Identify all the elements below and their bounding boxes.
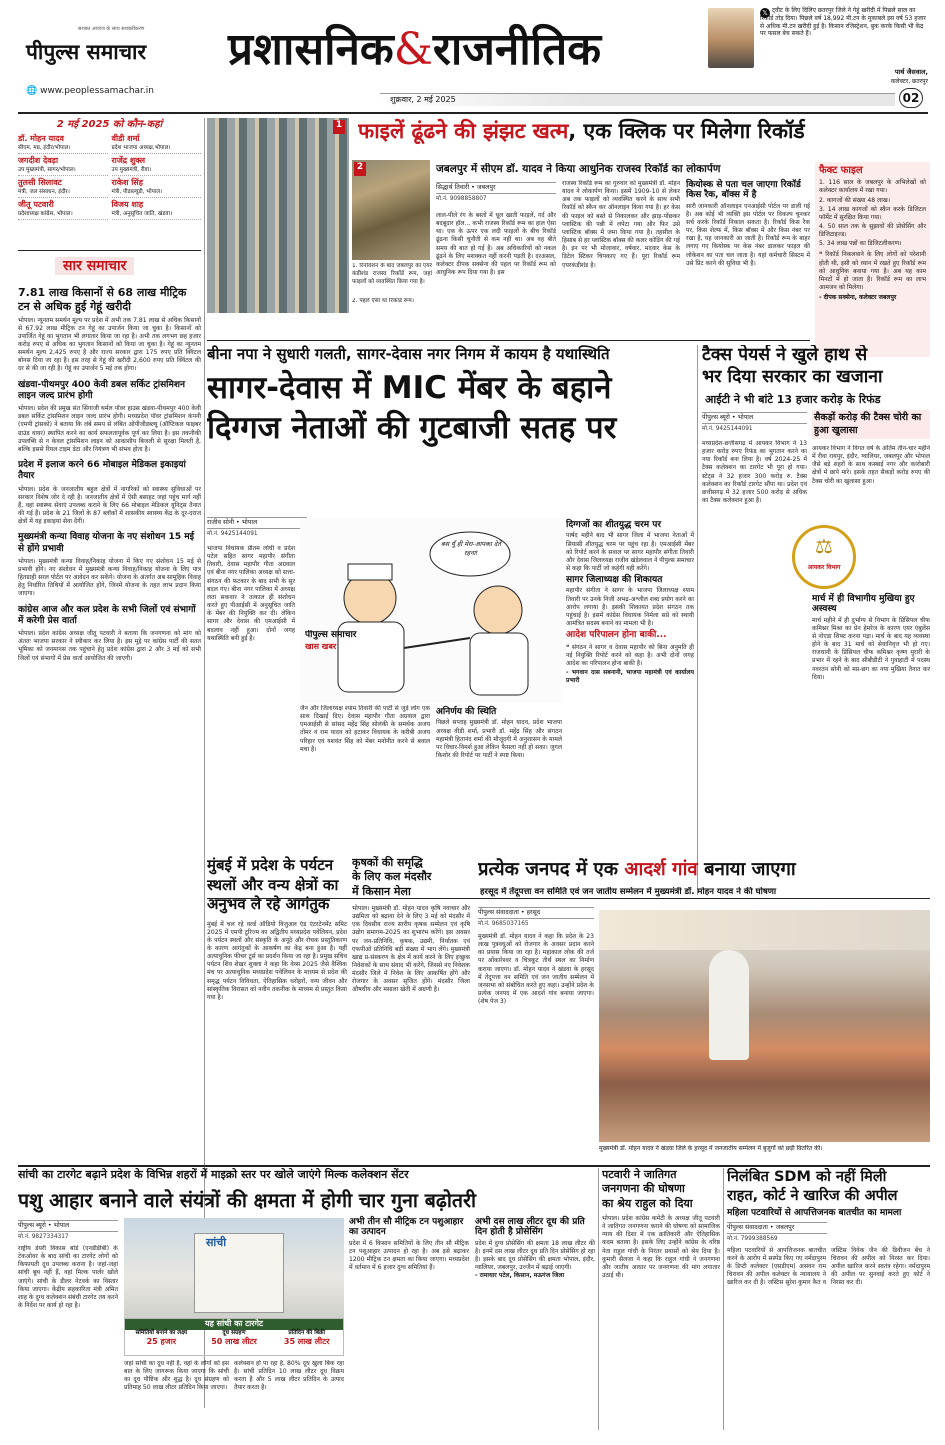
sdm-headline: [727, 1168, 930, 1206]
saar-headline: प्रदेश में इलाज करने 66 मोबाइल मेडिकल इकाइयां तैयार: [18, 460, 186, 482]
sdm-body: महिला पटवारियों से आपत्तिजनक बातचीत करने के आरोप में सस्पेंड किए गए नर्मदापुरम के डिप्टी कलेक्टर (एसडीएम) असवन राम चिरावन की अपील कलेक्टर के न्यायालय ने खारिज कर दी है। जस्टिस सुरेश कुमार कैत व जस्टिस विवेक जैन की डिवीजन बेंच ने चिरावन की अपील को निरस्त कर दिया। अपील खारिज करने स्वतंत्र रहेगा। नर्मदापुरम की अपील पर सुनवाई करते हुए कोर्ट ने निरस्त कर दी।: [727, 1246, 930, 1287]
sanchi-col-5-head: अभी दस लाख लीटर दूध की प्रति दिन होती है प्रोसेसिंग: [475, 1217, 585, 1238]
tax-headline: [702, 345, 930, 389]
who-place: प्रदेश भाजपा अध्यक्ष,भोपाल।: [111, 144, 171, 151]
lead-col-2: राजस्व रिकॉर्ड रूम का गुरुवार को मुख्यमंत्री डॉ. मोहन यादव ने लोकार्पण किया। इसमें 1909-10 से लेकर अब तक फाइलों को व्यवस्थित करने के साथ सभी रिकॉर्ड को स्कैन कर ऑनलाइन किया गया है। हर केस की फाइल को बस्ते से निकालकर और झाड़-पोंछकर प्लास्टिक की पन्नी में लपेटा गया और फिर उसे प्लास्टिक बॉक्स में जमा किया गया है। तहसील के हिसाब से हर प्लास्टिक बॉक्स की कलर कोडिंग की गई है। इन पर भी मोजावार, वर्षवार, मदवार केस के डिटेल स्टिकर चिपकाए गए हैं। पूरा रिकॉर्ड रूम एयरकंडीशंड है।: [562, 180, 680, 269]
sanchi-target-value: 50 लाख लीटर: [211, 1337, 257, 1347]
lead-headline: [358, 118, 808, 158]
mic-col-4b-text: महापौर संगीता ने सागर के भाजपा जिलाध्यक्ष श्याम तिवारी पर उनके निजी अभद्र-अश्लील शब्द प्रयोग करने का आरोप लगाया है। इसकी शिकायत प्रदेश संगठन तक पहुंचाई है। इसमें कांग्रेस विधायक निर्मला सप्रे को स्थायी आमंत्रित सदस्य बनाने का मामला भी है।: [566, 587, 694, 628]
brand-logo: पीपुल्स समाचार: [26, 40, 147, 64]
saar-samachar: [18, 280, 201, 1380]
who-where-item: [18, 156, 108, 176]
cartoon-tag: खास खबर: [305, 641, 337, 651]
mic-col-4-head2: सागर जिलाध्यक्ष की शिकायत: [566, 575, 663, 586]
who-name: राजेंद्र शुक्ल: [111, 156, 146, 166]
gaon-byline: पीपुल्स संवाददाता • हरसूद: [478, 907, 594, 919]
fact-item: 2. कागजों की संख्या 48 लाख।: [819, 196, 891, 204]
who-where-item: [18, 134, 108, 154]
mic-col-3-text: पिछले सप्ताह मुख्यमंत्री डॉ. मोहन यादव, प्रदेश भाजपा अध्यक्ष वीडी शर्मा, प्रभारी डॉ. महेंद्र सिंह और संगठन महामंत्री हितानंद शर्मा की मौजूदगी में अनुशासन के मामले पर विचार-विमर्श हुआ लेकिन फैसला नहीं हो सका। जुगल किशोर की रिपोर्ट पर पार्टी ने स्पष्ट किया।: [436, 719, 562, 759]
krishak-story: [352, 852, 470, 1182]
gaon-photo-stage: [599, 910, 930, 950]
tax-byline-box: [702, 410, 807, 434]
who-where-item: [112, 134, 202, 154]
tax-sub: आईटी ने भी बांटे 13 हजार करोड़ के रिफंड: [705, 393, 881, 406]
sdm-mobile: मो.नं. 7999388569: [727, 1235, 778, 1242]
who-name: डॉ. मोहन यादव: [18, 134, 64, 144]
lead-caption-2: 2. पहले ऐसा था रिकॉर्ड रूम।: [352, 298, 414, 304]
who-name: जगदीश देवड़ा: [18, 156, 59, 166]
quote-icon: ❝: [819, 251, 826, 259]
date-bar: [380, 93, 895, 106]
section-title-a: प्रशासनिक: [228, 24, 394, 75]
sdm-sub: महिला पटवारियों से आपत्तिजनक बातचीत का मामला: [727, 1207, 902, 1218]
cartoon-body-right: [470, 633, 528, 695]
mic-col-4c-text: [566, 644, 694, 668]
saar-body: भोपाल। मुख्यमंत्री कन्या विवाह/निकाह योजना में किए गए संशोधन 15 मई से प्रभावी होंगे। नए संशोधन में मुख्यमंत्री कन्या विवाह/निकाह योजना के लिए पात्र हितग्राही सरल पोर्टल पर आवेदन कर सकेंगे। योजना के अंतर्गत अब सामूहिक विवाह हेतु निर्धारित तिथियों में आयोजित होंगे, जिनमें योजना के तहत लाभ प्रदान किया जाएगा।: [18, 557, 201, 598]
lead-col-3: [686, 178, 810, 328]
mic-col-2: जैन और जिलाध्यक्ष श्याम तिवारी की पार्टी से जुड़े लोग एक साथ दिखाई दिए। देवास महापौर गीता अग्रवाल द्वारा एमआईसी से सांसद महेंद्र सिंह सोलंकी के समर्थक अजय तोमर व राम यादव को हटाकर विधायक के करीबी अजय परिहार एवं यशवंत सिंह को मेंबर मनोनीत करने से बवाल मचा है।: [300, 705, 430, 753]
sanchi-col-5-text: प्रदेश में दुग्ध प्रोसेसिंग की क्षमता 18 लाख लीटर की है। इनमें दस लाख लीटर दूध प्रति दिन प्रोसेसिंग हो रहा है। इसके बाद दूध प्रोसेसिंग की क्षमता भोपाल, इंदौर, ग्वालियर, जबलपुर, उज्जैन में बढ़ाई जाएगी।: [475, 1239, 595, 1272]
saar-headline: 7.81 लाख किसानों से 68 लाख मीट्रिक टन से अधिक हुई गेहूं खरीदी: [18, 286, 187, 313]
who-place: प्रदेशाध्यक्ष कांग्रेस, भोपाल।: [18, 210, 73, 217]
krishak-head-2: के लिए कल मंदसौर: [352, 870, 432, 884]
who-name: जीतू पटवारी: [18, 199, 54, 209]
sanchi-target-value: 25 हजार: [146, 1337, 177, 1347]
saar-body: भोपाल। प्रदेश कांग्रेस अध्यक्ष जीतू पटवारी ने बताया कि जनगणना को मांग को अंततः भाजपा सरकार ने स्वीकार कर लिया है। इस मुद्दे पर कांग्रेस पार्टी की सतत भूमिका को जनमानस तक पहुंचाने हेतु प्रदेश कांग्रेस द्वारा 2 और 3 मई को सभी जिलों एवं संभागों में प्रेस वार्ता आयोजित की जाएगी।: [18, 630, 201, 662]
who-place: मंत्री, पीडब्ल्यूडी, भोपाल।: [111, 188, 163, 195]
cartoon-face-right: [474, 586, 522, 634]
who-name: विजय शाह: [111, 199, 144, 209]
lead-subheadline: जबलपुर में सीएम डॉ. यादव ने किया आधुनिक राजस्व रिकॉर्ड का लोकार्पण: [436, 163, 721, 175]
tweet-name: पार्थ जैसवाल,: [894, 68, 928, 76]
lead-caption-1: 1. रिनोवेशन के बाद जबलपुर का एयर कंडीशंड राजस्व रिकॉर्ड रूम, जहां फाइलों को व्यवस्थित किया गया है।: [352, 263, 432, 285]
sanchi-sign: सांची: [206, 1236, 227, 1249]
photo-number-1: 1: [333, 120, 345, 134]
mic-byline: राजीव सोनी • भोपाल: [207, 517, 307, 529]
sdm-byline: पीपुल्स संवाददाता • जबलपुर: [727, 1222, 827, 1234]
who-place: मंत्री, अनुसूचित जाति, खंडवा।: [111, 210, 173, 217]
sanchi-target-cell: [198, 1330, 271, 1348]
who-name: वीडी शर्मा: [111, 134, 140, 144]
website-url: [26, 86, 154, 98]
seal-emblem-icon: ⚖: [815, 534, 833, 558]
sanchi-infobox-title: यह सांची का टारगेट: [125, 1319, 343, 1330]
sanchi-col-4: [349, 1215, 469, 1430]
saar-body: भोपाल। प्रदेश की प्रमुख संत सिंगाजी थर्मल पॉवर हाउस खंडवा-पीथमपुर 400 केवी डबल सर्किट ट्रांसमिशन लाइन जल्द प्रारंभ होगी। मध्यप्रदेश पॉवर ट्रांसमिशन कंपनी (एमपी ट्रांसको) ने बताया कि लंबे समय से लंबित ओपीजीडब्ल्यू (ऑप्टिकल फाइबर ग्राउंड वायर) स्थापित करने का कार्य सफलतापूर्वक पूर्ण कर लिया है। इस तकनीकी उपलब्धि से न केवल ट्रांसमिशन लाइन को आकाशीय बिजली से सुरक्षा मिलती है, बल्कि इससे रियल टाइम डेटा और नियंत्रण भी संभव होता है।: [18, 405, 201, 453]
sanchi-col-2: जहां सांची का दूध नहीं है, वहां के लोगों को इस बात के लिए जागरूक किया जाएगा कि सांची का दूध पौष्टिक और शुद्ध है। दूध संग्रहण को प्रतिमाह 50 लाख लीटर प्रतिदिन किया जाएगा।: [124, 1360, 229, 1392]
tweet-box: [708, 6, 928, 88]
mic-headline-1: सागर-देवास में MIC मेंबर के बहाने: [207, 370, 612, 406]
tweet-photo: [708, 8, 754, 68]
sanchi-photo: [124, 1218, 344, 1318]
patwari-body: भोपाल। प्रदेश कांग्रेस कमेटी के अध्यक्ष जीतू पटवारी ने जातिगत जनगणना कराने की घोषणा को सामाजिक न्याय की दिशा में एक क्रांतिकारी और ऐतिहासिक कदम बताया है। इसके लिए उन्होंने कांग्रेस के वरिष्ठ नेता राहुल गांधी के निरंतर प्रयासों को श्रेय दिया है। कुमारी सैलजा ने कहा कि राहुल गांधी ने जनगणना और जातीय आधार पर जनगणना की मांग लगातार उठाई थी।: [602, 1214, 720, 1279]
cartoon-cap: [348, 564, 392, 580]
tourism-headline: [207, 856, 347, 915]
patwari-head-3: का श्रेय राहुल को दिया: [602, 1196, 693, 1210]
income-tax-seal: [792, 525, 856, 589]
sdm-head-2: राहत, कोर्ट ने खारिज की अपील: [727, 1187, 898, 1204]
who-where-item: [112, 178, 202, 198]
sdm-head-1: निलंबित SDM को नहीं मिली: [727, 1169, 887, 1185]
who-where-item: [18, 200, 108, 220]
saar-title: सार समाचार: [55, 257, 134, 275]
cartoon-bubble-text: बस यूँ ही मेरा-आपका देते रहना!: [440, 540, 502, 557]
tax-col-1: मध्यप्रदेश-छत्तीसगढ़ में आयकर विभाग ने 13 हजार करोड़ रुपए रिफंड का भुगतान करने का नया रिकॉर्ड बना लिया है। वर्ष 2024-25 में टैक्स कलेक्शन का टारगेट भी पूरा हो गया। स्टेट्स ने 32 हजार 300 करोड़ रु. टैक्स कलेक्शन का रिकॉर्ड टारगेट सौंपा था। प्रदेश एवं छत्तीसगढ़ में 32 हजार 500 करोड़ से अधिक का टैक्स कलेक्शन हुआ है।: [702, 440, 807, 505]
saar-headline: खंडवा-पीथमपुर 400 केवी डबल सर्किट ट्रांसमिशन लाइन जल्द प्रारंभ होगी: [18, 379, 186, 401]
who-place: उप मुख्यमंत्री, रीवा।: [111, 166, 152, 173]
sanchi-target-value: 35 लाख लीटर: [283, 1337, 330, 1347]
sanchi-mobile: मो.नं. 9827334317: [18, 1234, 69, 1241]
cartoon-brand-name: पीपुल्स समाचार: [305, 630, 357, 640]
sanchi-headline: पशु आहार बनाने वाले संयंत्रों की क्षमता में होगी चार गुना बढ़ोतरी: [18, 1189, 477, 1212]
sdm-story: [727, 1168, 930, 1430]
fact-file-title: फैक्ट फाइल: [819, 165, 863, 176]
section-title-amp: &: [393, 24, 433, 75]
lead-photo-2: [352, 160, 430, 260]
saar-body: भोपाल। न्यूनतम समर्थन मूल्य पर प्रदेश में अभी तक 7.81 लाख से अधिक किसानों से 67.92 लाख मीट्रिक टन गेहूं का उपार्जन किया जा चुका है। किसानों को उपार्जित गेहूं का भुगतान भी लगातार किया जा रहा है। अभी तक लगभग छह हजार करोड़ रुपए से अधिक का भुगतान किसानों को किया जा चुका है। गेहूं का न्यूनतम समर्थन मूल्य 2,425 रुपए है और राज्य सरकार द्वारा 175 रुपए प्रति क्विंटल बोनस दिया जा रहा है। इस तरह से गेहूं की खरीदी 2,600 रुपए प्रति क्विंटल की दर से की जा रही है। गेहूं का उपार्जन 5 मई तक होगा।: [18, 316, 201, 373]
lead-headline-black: , एक क्लिक पर मिलेगा रिकॉर्ड: [568, 119, 805, 143]
fact-item: 3. 14 लाख कागजों को स्कैन करके डिजिटल फॉर्मेट में सुरक्षित किया गया।: [819, 205, 926, 221]
sanchi-col-5-sign: - रामाधार पटेल, किसान, मऊगंज जिला: [475, 1272, 565, 1280]
krishak-body: भोपाल। मुख्यमंत्री डॉ. मोहन यादव कृषि नवाचार और उद्यमिता को बढ़ावा देने के लिए 3 मई को मंदसौर में एक दिवसीय राज्य स्तरीय कृषक सम्मेलन एवं कृषि उद्योग समागम-2025 का शुभारंभ करेंगे। इस अवसर पर जन-प्रतिनिधि, कृषक, उद्यमी, निर्यातक एवं एफपीओ प्रतिनिधि बड़ी संख्या में भाग लेंगे। मुख्यमंत्री खाद्य प्र-संस्करण के क्षेत्र में कार्य करने के लिए इच्छुक निवेशकों के साथ संवाद भी करेंगे, जिससे नए निवेशक मंदसौर जिले में निवेश के लिए आकर्षित होंगे और रोजगार के अवसर सृजित होंगे। मंदसौर जिला औषधीय और मसाला खेती में अग्रणी है।: [352, 904, 470, 994]
section-title: [228, 26, 601, 74]
tax-col-3-head: मार्च में ही विभागीय मुखिया हुए अस्वस्थ: [812, 594, 915, 615]
tourism-story: [207, 852, 347, 1182]
mic-col-4-text: पार्षद महीने बाद भी सागर जिला में भाजपा नेताओं में सियासी शीतयुद्ध चरम पर पहुंच रहा है। एमआईसी मेंबर को रिपोर्ट करने के सवाल पर सागर महापौर संगीता तिवारी और देवास जिलाध्यक्ष राजीव खंडेलवाल ने पीपुल्स समाचार से कहा कि पार्टी जो कहेगी वही करेंगे।: [566, 532, 694, 572]
tax-redbox: सैकड़ों करोड़ की टैक्स चोरी का हुआ खुलासा: [812, 410, 930, 439]
mic-col-4c-body: संगठन ने सागर व देवास महापौर को बिना अनुमति ही नई नियुक्ति रिपोर्ट करने को कहा है। अभी दोनों जगह आदेश का परिपालन होना बाकी है।: [566, 644, 694, 668]
globe-icon: 🌐: [26, 86, 41, 96]
lead-mobile: मो.नं. 9098858807: [436, 196, 487, 203]
sanchi-col-5: [475, 1215, 595, 1430]
lead-photo-1: [207, 118, 349, 313]
mic-col-4-sign: - भगवान दास सबनानी, भाजपा महामंत्री एवं कार्यालय प्रभारी: [566, 668, 694, 684]
sanchi-target-cell: [125, 1330, 198, 1348]
who-where-list: [18, 134, 201, 220]
who-place: सीएम, मप्र, इंदौर/भोपाल।: [18, 144, 71, 151]
krishak-head-1: कृषकों की समृद्धि: [352, 856, 423, 869]
sanchi-target-label: दूध संग्रहण: [222, 1329, 246, 1336]
who-name: राकेश सिंह: [111, 178, 143, 188]
fact-file-list: [815, 179, 930, 248]
sanchi-col-3: कलेक्शन हो पा रहा है, 80% दूध खुला बिक रहा है। सांची प्रतिदिन 10 लाख लीटर दूध विक्रय करता है और 5 लाख लीटर प्रतिदिन के उत्पाद तैयार करता है।: [234, 1360, 344, 1392]
tourism-head-2: स्थलों और वन्य क्षेत्रों का: [207, 875, 339, 894]
fact-note-text: रिकॉर्ड निकलवाने के लिए लोगों को परेशानी होती थी, इसी को ध्यान में रखते हुए रिकॉर्ड रूम को आधुनिक बनाया गया है। अब यह काम मिनटों में हो जाता है। रिकॉर्ड रूम का लाभ आमजन को मिलेगा।: [819, 251, 926, 292]
sanchi-byline-box: [18, 1218, 118, 1242]
tourism-head-1: मुंबई में प्रदेश के पर्यटन: [207, 856, 334, 874]
lead-col-1-text: लाल-पीले रंग के बस्तों में धूल खाती फाइलें, गर्द और बदबूदार हॉल... कभी राजस्व रिकॉर्ड रूम का हाल ऐसा था। एक के ऊपर एक लदी फाइलों के बीच रिकॉर्ड ढूंढना किसी चुनौती से कम नहीं था। अब वह बीते समय की बात हो गई है। अब अधिकारियों को नकल ढूंढने के लिए मशक्कत नहीं करनी पड़ती है। दरअसल, कलेक्टर दीपक सक्सेना की पहल पर रिकॉर्ड रूम को आधुनिक रूप दिया गया है। इस: [436, 211, 556, 277]
patwari-head-1: पटवारी ने जातिगत: [602, 1168, 677, 1181]
mic-col-4-head: दिग्गजों का शीतयुद्ध चरम पर: [566, 520, 662, 530]
cartoon: [300, 518, 562, 703]
mic-anir-head: अनिर्णय की स्थिति: [436, 707, 497, 717]
patwari-head-2: जनगणना की घोषणा: [602, 1182, 685, 1196]
sdm-byline-box: [727, 1222, 827, 1244]
gaon-mobile: मो.नं. 9685037165: [478, 921, 529, 928]
x-icon: 𝕏: [760, 8, 770, 18]
who-where-item: [112, 200, 202, 220]
who-where-title: 2 मई 2025 को कौन-कहां: [56, 119, 163, 130]
who-place: मंत्री, जल संसाधन, इंदौर।: [18, 188, 70, 195]
sanchi-col-4-head: अभी तीन सौ मीट्रिक टन पशुआहार का उत्पादन: [349, 1217, 464, 1238]
who-name: तुलसी सिलावट: [18, 178, 62, 188]
gaon-head-black-2: बनाया जाएगा: [697, 859, 796, 880]
patwari-headline: [602, 1168, 720, 1211]
page-number: 02: [899, 88, 923, 108]
tourism-head-3: अनुभव ले रहे आगंतुक: [207, 895, 330, 913]
fact-file-note: [815, 249, 930, 294]
mic-headline-2: दिग्गज नेताओं की गुटबाजी सतह पर: [207, 410, 617, 447]
fact-file-box: [815, 162, 930, 357]
who-where-box: [18, 118, 201, 250]
quote-icon-2: ❝: [566, 644, 572, 652]
fact-item: 4. 50 साल तक के सुझावों की प्रोसेसिंग और डिजिटाइज्ड।: [819, 222, 926, 239]
sanchi-target-cell: [270, 1330, 343, 1348]
tweet-role: कलेक्टर, छतरपुर: [890, 78, 928, 85]
who-where-item: [112, 156, 202, 176]
sanchi-byline: पीपुल्स ब्यूरो • भोपाल: [18, 1220, 118, 1232]
saar-body: भोपाल। प्रदेश के जनजातीय बहुल क्षेत्रों में नागरिकों को स्वास्थ्य सुविधाओं पर सरकार विशेष जोर दे रही है। जनजातीय क्षेत्रों में ऐसी बसाहट जहां पहुंच मार्ग नहीं हैं, वहां स्वास्थ्य सेवाएं उपलब्ध कराने के लिए 66 मोबाइल मेडिकल यूनिट्स तैनात की गई हैं। प्रदेश के 21 जिलों के 87 ब्लॉकों में शासकीय स्वास्थ्य केंद्र के दूर-दराज क्षेत्रों में यह इकाइयां सेवा देंगी।: [18, 485, 201, 526]
seal-text: आयकर विभाग: [807, 564, 841, 571]
mic-kicker: बीना नपा ने सुधारी गलती, सागर-देवास नगर निगम में कायम है यथास्थिति: [207, 345, 610, 363]
gaon-head-red: आदर्श गांव: [624, 859, 698, 880]
tax-col-2: आयकर विभाग ने विगत वर्ष के अंतिम तीन-चार महीने में रीवा रायपुर, इंदौर, ग्वालियर, जबलपुर और भोपाल जैसे बड़े शहरों के साथ कस्बाई नगर और कारोबारी क्षेत्रों में छापे मारे। इसके तहत सैकड़ों करोड़ रुपए की टैक्स चोरी का खुलासा हुआ।: [812, 445, 930, 485]
tax-col-3: [812, 592, 930, 892]
mic-col-4: [566, 518, 694, 893]
sanchi-target-label: समितियों बनाने का लक्ष्य: [135, 1329, 188, 1336]
tax-headline-2: भर दिया सरकार का खजाना: [702, 366, 883, 387]
gaon-head-black-1: प्रत्येक जनपद में एक: [478, 859, 625, 880]
sanchi-infobox: [124, 1318, 344, 1356]
gaon-body: मुख्यमंत्री डॉ. मोहन यादव ने कहा कि प्रदेश के 23 लाख पुत्रवधुओं को रोजगार के अवसर प्रदान करने का प्रयास किया जा रहा है। महाकाल लोक की तर्ज पर ओंकारेश्वर व चित्रकूट तीर्थ स्थल का निर्माण कराया जाएगा। डॉ. मोहन यादव ने खंडवा के हरसूद में तेंदूपत्ता वन समिति एवं जन जातीय सम्मेलन में जनसभा को संबोधित करते हुए कहा। उन्होंने प्रदेश के प्रत्येक जनपद में एक आदर्श गांव बनाया जाएगा। (शेष पेज 3): [478, 932, 594, 1006]
mic-col-1: भाजपा विधायक प्रीतम लोधी व प्रदेश पटेल सहित सागर महापौर संगीता तिवारी, देवास महापौर गीता अग्रवाल एवं बीना नगर पालिका अध्यक्ष को सत्ता-संगठन की फटकार के बाद सभी के सुर बदल गए। बीना नगर पालिका में अध्यक्ष लता सकवार ने तत्काल ही संशोधन करते हुए पीआईसी में अनुसूचित जाति के मेंबर की नियुक्ति कर दी। लेकिन सागर और देवास की एमआईसी में बदलाव नहीं हुआ। दोनों जगह यथास्थिति बनी हुई है।: [207, 545, 295, 642]
saar-headline: मुख्यमंत्री कन्या विवाह योजना के नए संशोधन 15 मई से होंगे प्रभावी: [18, 532, 195, 554]
lead-col-3-head: कियोस्क से पता चल जाएगा रिकॉर्ड किस रैक, बॉक्स में है: [686, 180, 801, 201]
sanchi-infobox-grid: [125, 1330, 343, 1348]
gaon-text-col: [478, 905, 594, 1160]
gaon-caption: मुख्यमंत्री डॉ. मोहन यादव ने खंडवा जिले के हरसूद में जनजातीय सम्मेलन में बुजुर्गों को छड़ी वितरित की।: [599, 1145, 823, 1152]
mic-byline-box: [207, 515, 307, 539]
sanchi-col-4-text: प्रदेश में 6 किसान समितियों के लिए तीन सौ मीट्रिक टन पशुआहार उत्पादन हो रहा है। अब इसे बढ़ाकर 1200 मीट्रिक टन क्षमता का किया जाएगा। मध्यप्रदेश में वर्तमान में 6 हजार दुग्ध समितियां हैं।: [349, 1239, 469, 1272]
who-place: उप मुख्यमंत्री, सागर/भोपाल।: [18, 166, 76, 173]
mic-mobile: मो.नं. 9425144091: [207, 531, 258, 538]
section-title-b: राजनीतिक: [432, 24, 602, 75]
gaon-sub: हरसूद में तेंदूपत्ता वन समिति एवं जन जातीय सम्मेलन में मुख्यमंत्री डॉ. मोहन यादव ने की घोषणा: [480, 887, 777, 897]
who-where-item: [18, 178, 108, 198]
gaon-headline: [478, 858, 930, 882]
sanchi-kicker: सांची का टारगेट बढ़ाने प्रदेश के विभिन्न शहरों में माइक्रो स्तर पर खोले जाएंगे मिल्क कलेक्शन सेंटर: [18, 1168, 409, 1181]
tax-mobile: मो.नं. 9425144091: [702, 426, 753, 433]
lead-col-1: [436, 180, 556, 325]
tax-col-3-text: मार्च महीने में ही दुर्भाग्य से विभाग के प्रिंसिपल चीफ कमिश्नर मिश्रा का प्रेन हेमरेज के कारण एयर एंबुलेंस से नोएडा शिफ्ट करना पड़ा। मार्च के बाद यह व्यवस्था होने के बाद 31 मार्च को सेवानिवृत्त भी हो गए। राजधानी के प्रिंसिपल चीफ कमिश्नर कृष्ण मुरारी के प्रभार में रहने के बाद सीबीडीटी ने गुवाहाटी में पदस्थ नवरतन सोनी को मप्र-छग का नया मुखिया तैनात कर दिया।: [812, 616, 930, 681]
tweet-text: ट्वीट के लिए दिलिए छतरपुर जिले ने गेहूं खरीदी में पिछले साल का रिकॉर्ड तोड़ दिया। पिछले वर्ष 18,992 मी.टन के मुकाबले इस वर्ष 53 हजार से अधिक मी.टन खरीदी हुई है। किसान रजिस्ट्रेशन, बुक करके किसी भी केंद्र पर फसल बेच सकते हैं।: [760, 7, 926, 38]
tax-byline: पीपुल्स ब्यूरो • भोपाल: [702, 412, 807, 424]
masthead-tagline: सशक्त आवाज़ के साथ सशक्तीकरण: [78, 26, 145, 32]
lead-col-3-text: सारी जानकारी ऑनलाइन एनआईसी पोर्टल पर डाली गई है। अब कोई भी व्यक्ति इस पोर्टल पर विकल्प चुनकर सर्च करके रिकॉर्ड निकाल सकता है। रिकॉर्ड किस रैक पर, किस शेल्फ में, किस बॉक्स में और किस नंबर पर रखा है, यह जानकारी आ जाती है। रिकॉर्ड रूम के बाहर लगाए गए कियोस्क पर केस नंबर डालकर फाइल की लोकेशन का पता चल जाता है। यहां कर्मचारी सिस्टम में उसे प्रिंट करने की सुविधा भी है।: [686, 202, 810, 267]
fact-item: 1. 116 साल के जबलपुर के अभिलेखों को कलेक्टर कार्यालय में रखा गया।: [819, 179, 926, 195]
gaon-photo: [599, 910, 930, 1142]
date-text: शुक्रवार, 2 मई 2025: [390, 95, 456, 104]
sanchi-target-label: प्रतिदिन की बिक्री: [288, 1329, 325, 1336]
krishak-headline: [352, 856, 470, 899]
tax-headline-1: टैक्स पेयर्स ने खुले हाथ से: [702, 345, 868, 365]
krishak-head-3: में किसान मेला: [352, 884, 411, 898]
sanchi-col-1: राष्ट्रीय डेयरी विकास बोर्ड (एनडीडीबी) के टेकओवर के बाद सांची का टारगेट लोगों को किफायती दूध उपलब्ध कराना है। जहां-जहां सांची बूथ नहीं हैं, वहां मिल्क पार्लर खोले जाएंगे। सांची के डीलर नेटवर्क का विस्तार किया जाएगा। केंद्रीय सहकारिता मंत्री अमित शाह के दुग्ध कलेक्शन संबंधी टारगेट तय करने के निर्देश पर कार्य हो रहा है।: [18, 1245, 118, 1310]
gaon-photo-person: [709, 950, 749, 1060]
patwari-story: [602, 1168, 720, 1430]
mic-col-4-head3: आदेश परिपालन होना बाकी...: [566, 630, 667, 641]
lead-byline: सिद्धार्थ तिवारी • जबलपुर: [436, 182, 556, 194]
cartoon-brand: [305, 630, 385, 652]
saar-headline: कांग्रेस आज और कल प्रदेश के सभी जिलों एवं संभागों में करेगी प्रेस वार्ता: [18, 604, 196, 626]
website-text: www.peoplessamachar.in: [40, 86, 154, 96]
lead-headline-red: फाइलें ढूंढने की झंझट खत्म: [358, 119, 569, 143]
fact-item: 5. 34 लाख पन्नों का डिजिटलीकरण।: [819, 240, 902, 248]
photo-number-2: 2: [354, 162, 366, 176]
tourism-body: मुंबई में चल रहे वर्ल्ड ऑडियो विजुअल एंड एंटरटेनमेंट समिट 2025 में एमपी टूरिज्म का अद्वितीय मध्यप्रदेश पवेलियन, प्रदेश के पर्यटन स्थलों और संस्कृति के अनूठे और रोचक प्रस्तुतिकरण के कारण आगंतुकों के आकर्षण का केंद्र बना हुआ है। यहीं अत्याधुनिक फीचर टूर्स का प्रदर्शन किया जा रहा है। प्रमुख सचिव पर्यटन शिव शेखर शुक्ला ने कहा कि वेव्स 2025 जैसे वैश्विक मंच पर अत्याधुनिक मध्यप्रदेश पवेलियन के माध्यम से प्रदेश की समृद्ध पर्यटन विविधता, ऐतिहासिक धरोहरों, वन्य जीवन और सांस्कृतिक विरासत को नवीन तकनीक के माध्यम से प्रस्तुत किया गया है।: [207, 920, 347, 1001]
fact-file-sign: - दीपक सक्सेना, कलेक्टर जबलपुर: [819, 294, 897, 302]
